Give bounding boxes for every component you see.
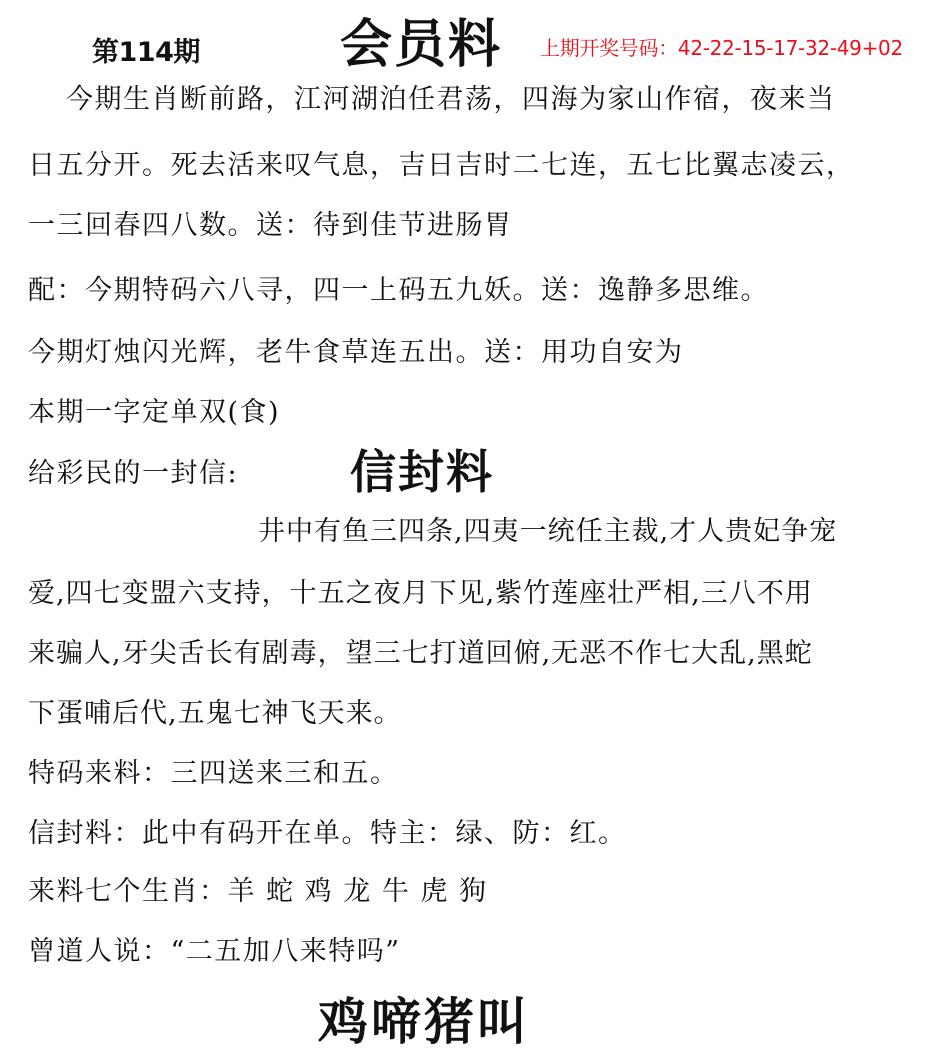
letter-section-title: 信封料 xyxy=(350,445,494,499)
poem-line-2: 日五分开。死去活来叹气息，吉日吉时二七连，五七比翼志凌云， xyxy=(28,150,855,181)
letter-line-2: 爱,四七变盟六支持，十五之夜月下见,紫竹莲座壮严相,三八不用 xyxy=(28,578,813,609)
issue-number: 第114期 xyxy=(92,37,200,68)
lamp-line: 今期灯烛闪光辉，老牛食草连五出。送：用功自安为 xyxy=(28,337,684,368)
letter-line-3: 来骗人,牙尖舌长有剧毒，望三七打道回俯,无恶不作七大乱,黑蛇 xyxy=(28,638,813,669)
last-draw-numbers: 上期开奖号码：42-22-15-17-32-49+02 xyxy=(540,36,903,60)
pair-line: 配：今期特码六八寻，四一上码五九妖。送：逸静多思维。 xyxy=(28,275,769,306)
envelope-line: 信封料：此中有码开在单。特主：绿、防：红。 xyxy=(28,818,627,849)
page-title: 会员料 xyxy=(340,14,503,75)
poem-line-3: 一三回春四八数。送：待到佳节进肠胃 xyxy=(28,210,513,241)
single-double-line: 本期一字定单双(食) xyxy=(28,397,281,428)
daoist-line: 曾道人说：“二五加八来特吗” xyxy=(28,936,401,967)
letter-intro: 给彩民的一封信: xyxy=(28,458,239,489)
letter-line-1: 井中有鱼三四条,四夷一统任主裁,才人贵妃争宠 xyxy=(258,516,838,547)
special-code-line: 特码来料：三四送来三和五。 xyxy=(28,758,399,789)
zodiac-line: 来料七个生肖：羊 蛇 鸡 龙 牛 虎 狗 xyxy=(28,876,488,907)
footer-title: 鸡啼猪叫 xyxy=(318,992,530,1051)
poem-line-1: 今期生肖断前路，江河湖泊任君荡，四海为家山作宿，夜来当 xyxy=(66,84,836,115)
letter-line-4: 下蛋哺后代,五鬼七神飞天来。 xyxy=(28,698,402,729)
